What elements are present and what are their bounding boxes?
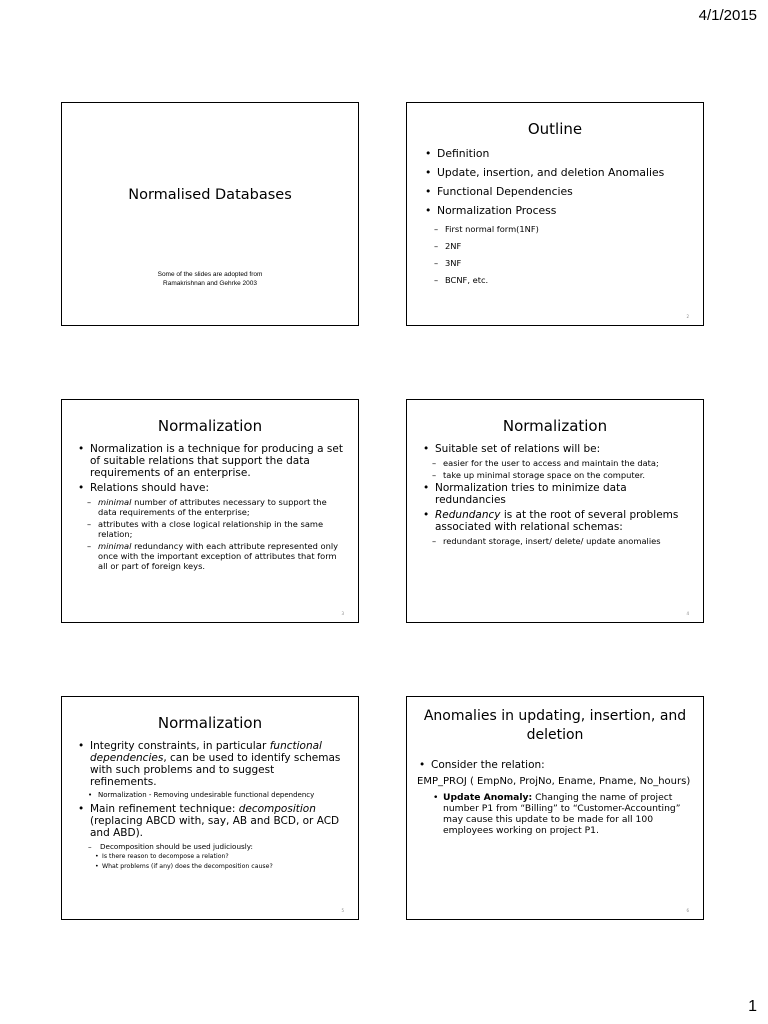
sub-bullet-item: – 3NF	[425, 258, 689, 268]
bullet-text: (replacing ABCD with, say, AB and BCD, or ACD and ABD).	[90, 815, 340, 839]
bullet-item: • Normalization tries to minimize data redundancies	[423, 482, 689, 506]
bullet-item	[423, 509, 689, 533]
bullet-item: • Consider the relation:	[419, 759, 693, 771]
slide-title: Normalization	[157, 417, 263, 435]
bullet-item: • Suitable set of relations will be:	[423, 443, 689, 455]
sub-bullet-item: – Decomposition should be used judiciously:	[78, 842, 344, 851]
bullet-text: is at the root of several problems associated with relational schemas:	[435, 509, 679, 533]
credit-line: Some of the slides are adopted from	[157, 271, 263, 278]
slide-title	[407, 707, 703, 745]
slide-number: 4	[686, 611, 689, 616]
sub-bullet-item: – 2NF	[425, 241, 689, 251]
emphasis: functional dependencies	[90, 740, 322, 764]
sub-bullet-text: Changing the name of project number P1 from “Billing” to “Customer-Accounting” may cause this update to be made for all 100 employees working on project P1.	[443, 791, 681, 836]
slide-6	[406, 696, 704, 920]
title-line: Anomalies in updating, insertion, and	[423, 708, 687, 724]
slide-title: Normalization	[502, 417, 608, 435]
emphasis: minimal	[98, 497, 132, 507]
bullet-item: • Functional Dependencies	[425, 186, 689, 198]
sub-bullet-item: – BCNF, etc.	[425, 275, 689, 285]
emphasis: Redundancy	[435, 509, 501, 521]
emphasis: decomposition	[238, 803, 316, 815]
bullet-list	[423, 443, 689, 546]
slide-number: 6	[686, 908, 689, 913]
bullet-item: • Normalization Process	[425, 205, 689, 217]
bullet-text: Integrity constraints, in particular	[90, 740, 270, 752]
bullet-item: • Update, insertion, and deletion Anomalies	[425, 167, 689, 179]
slide-4	[406, 399, 704, 623]
sub-bullet-item	[419, 792, 693, 836]
bullet-list	[78, 443, 344, 571]
slide-credit	[62, 271, 358, 288]
credit-line: Ramakrishnan and Gehrke 2003	[163, 279, 257, 287]
page-date: 4/1/2015	[698, 7, 757, 24]
slide-1	[61, 102, 359, 326]
page-number: 1	[748, 998, 757, 1015]
bullet-item	[78, 803, 344, 839]
slide-5	[61, 696, 359, 920]
bullet-item: • Normalization is a technique for producing a set of suitable relations that support the data requirements of an enterprise.	[78, 443, 344, 479]
sub-bullet-item: – easier for the user to access and maintain the data;	[423, 458, 689, 468]
bullet-text: Main refinement technique:	[90, 803, 239, 815]
slide-title: Normalization	[157, 714, 263, 732]
slide-number: 3	[341, 611, 344, 616]
sub-bullet-item: – redundant storage, insert/ delete/ update anomalies	[423, 536, 689, 546]
sub-bullet-item: – attributes with a close logical relationship in the same relation;	[78, 519, 344, 539]
bullet-text: , can be used to identify schemas with such problems and to suggest refinements.	[90, 752, 341, 788]
sub-bullet-item	[78, 497, 344, 517]
slide-number: 5	[341, 908, 344, 913]
bullet-list	[425, 148, 689, 285]
anomaly-label: Update Anomaly:	[443, 791, 533, 803]
slide-title: Normalised Databases	[128, 187, 292, 203]
sub-bullet-text: redundancy with each attribute represented only once with the important exception of attributes that form all or part of foreign keys.	[98, 541, 339, 571]
emphasis: minimal	[98, 541, 132, 551]
title-line: deletion	[526, 726, 584, 743]
slide-2	[406, 102, 704, 326]
sub-sub-bullet-item: • What problems (if any) does the decomposition cause?	[78, 863, 344, 871]
small-bullet-item: • Normalization - Removing undesirable functional dependency	[78, 791, 344, 800]
bullet-item: • Definition	[425, 148, 689, 160]
bullet-item	[78, 740, 344, 788]
bullet-item: • Relations should have:	[78, 482, 344, 494]
slide-number: 2	[686, 314, 689, 319]
bullet-list	[78, 740, 344, 871]
sub-bullet-text: number of attributes necessary to support the data requirements of the enterprise;	[98, 497, 327, 517]
slide-title: Outline	[527, 120, 583, 138]
relation-schema: EMP_PROJ ( EmpNo, ProjNo, Ename, Pname, No_hours)	[417, 775, 691, 787]
sub-sub-bullet-item: • Is there reason to decompose a relation?	[78, 853, 344, 861]
sub-bullet-item: – take up minimal storage space on the computer.	[423, 470, 689, 480]
sub-bullet-item	[78, 541, 344, 571]
slide-body	[419, 759, 693, 836]
slide-3	[61, 399, 359, 623]
sub-bullet-item: – First normal form(1NF)	[425, 224, 689, 234]
